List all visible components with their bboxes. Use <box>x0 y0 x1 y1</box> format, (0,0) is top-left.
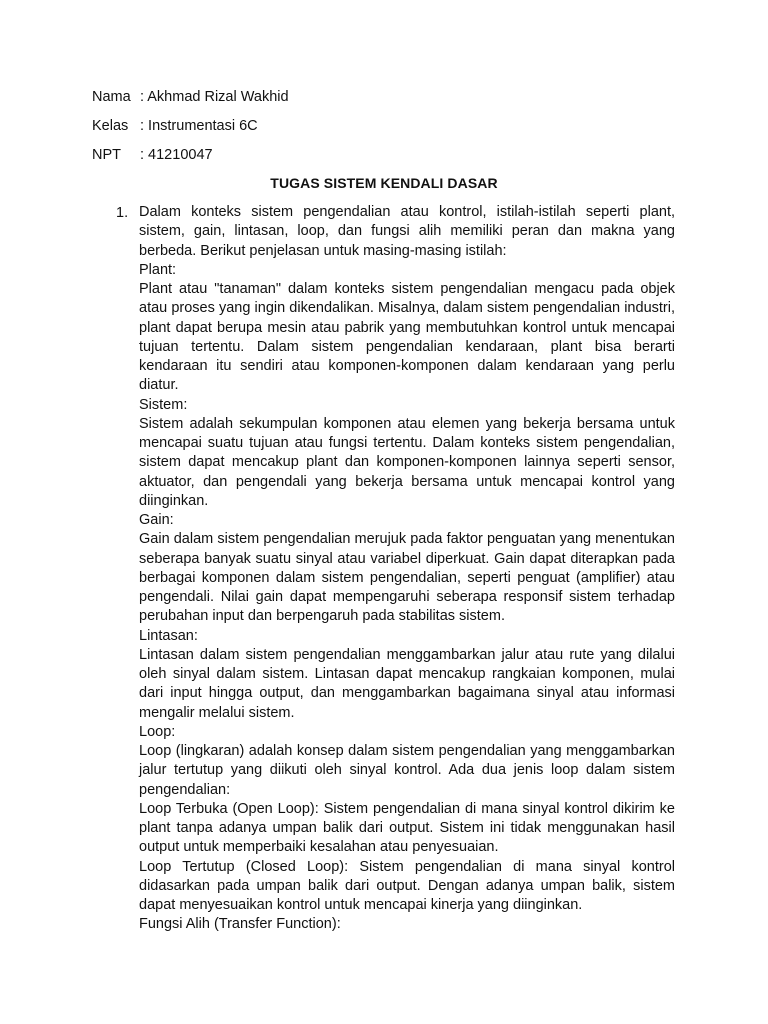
plant-paragraph: Plant atau "tanaman" dalam konteks sistem pengendalian mengacu pada objek atau proses yang ingin dikendalikan. Misalnya, dalam sistem pengendalian industri, plant dapat berupa mesin atau pabrik yang membutuhkan kontrol untuk mencapai tujuan tertentu. Dalam sistem pengendalian kendaraan, plant bisa berarti kendaraan itu sendiri atau komponen-komponen dalam kendaraan yang perlu diatur. <box>139 281 675 394</box>
closed-loop-paragraph: Loop Tertutup (Closed Loop): Sistem pengendalian di mana sinyal kontrol didasarkan pada umpan balik dari output. Dengan adanya umpan balik, sistem dapat menyesuaikan kontrol untuk mencapai kinerja yang diinginkan. <box>139 858 675 913</box>
gain-paragraph: Gain dalam sistem pengendalian merujuk pada faktor penguatan yang menentukan seberapa banyak suatu sinyal atau variabel diperkuat. Gain dapat diterapkan pada berbagai komponen dalam sistem pengendalian, seperti penguat (amplifier) atau pengendali. Nilai gain dapat mempengaruhi seberapa responsif sistem terhadap perubahan input dan berpengaruh pada stabilitas sistem. <box>139 531 675 625</box>
nama-label: Nama <box>92 89 131 105</box>
sistem-paragraph: Sistem adalah sekumpulan komponen atau elemen yang bekerja bersama untuk mencapai suatu tujuan atau fungsi tertentu. Dalam konteks sistem pengendalian, sistem dapat mencakup plant dan komponen-komponen lainnya seperti sensor, aktuator, dan pengendali yang bekerja bersama untuk mencapai kontrol yang diinginkan. <box>139 415 675 509</box>
plant-heading: Plant: <box>139 261 177 278</box>
loop-heading: Loop: <box>139 723 176 740</box>
npt-label: NPT <box>92 147 121 163</box>
list-number: 1. <box>116 205 129 221</box>
list-item-content <box>139 203 675 935</box>
lintasan-heading: Lintasan: <box>139 627 198 644</box>
open-loop-paragraph: Loop Terbuka (Open Loop): Sistem pengendalian di mana sinyal kontrol dikirim ke plant tanpa adanya umpan balik dari output. Sistem ini tidak menggunakan hasil output untuk memperbaiki kesalahan atau penyesuaian. <box>139 800 675 856</box>
nama-value: : Akhmad Rizal Wakhid <box>140 89 289 105</box>
loop-paragraph: Loop (lingkaran) adalah konsep dalam sistem pengendalian yang menggambarkan jalur tertutup yang diikuti oleh sinyal kontrol. Ada dua jenis loop dalam sistem pengendalian: <box>139 743 675 798</box>
npt-value: : 41210047 <box>140 147 213 163</box>
sistem-heading: Sistem: <box>139 396 188 413</box>
kelas-value: : Instrumentasi 6C <box>140 118 258 134</box>
gain-heading: Gain: <box>139 512 174 528</box>
fungsi-alih-heading: Fungsi Alih (Transfer Function): <box>139 916 341 933</box>
npt-row <box>92 145 213 165</box>
lintasan-paragraph: Lintasan dalam sistem pengendalian menggambarkan jalur atau rute yang dilalui oleh sinyal dalam sistem. Lintasan dapat mencakup rangkaian komponen, mulai dari input hingga output, dan menggambarkan bagaimana sinyal atau informasi mengalir melalui sistem. <box>139 646 675 721</box>
document-title: TUGAS SISTEM KENDALI DASAR <box>270 175 498 191</box>
kelas-row <box>92 116 258 136</box>
nama-row <box>92 87 289 107</box>
kelas-label: Kelas <box>92 118 129 134</box>
intro-paragraph: Dalam konteks sistem pengendalian atau kontrol, istilah-istilah seperti plant, sistem, gain, lintasan, loop, dan fungsi alih memiliki peran dan makna yang berbeda. Berikut penjelasan untuk masing-masing istilah: <box>139 204 675 259</box>
